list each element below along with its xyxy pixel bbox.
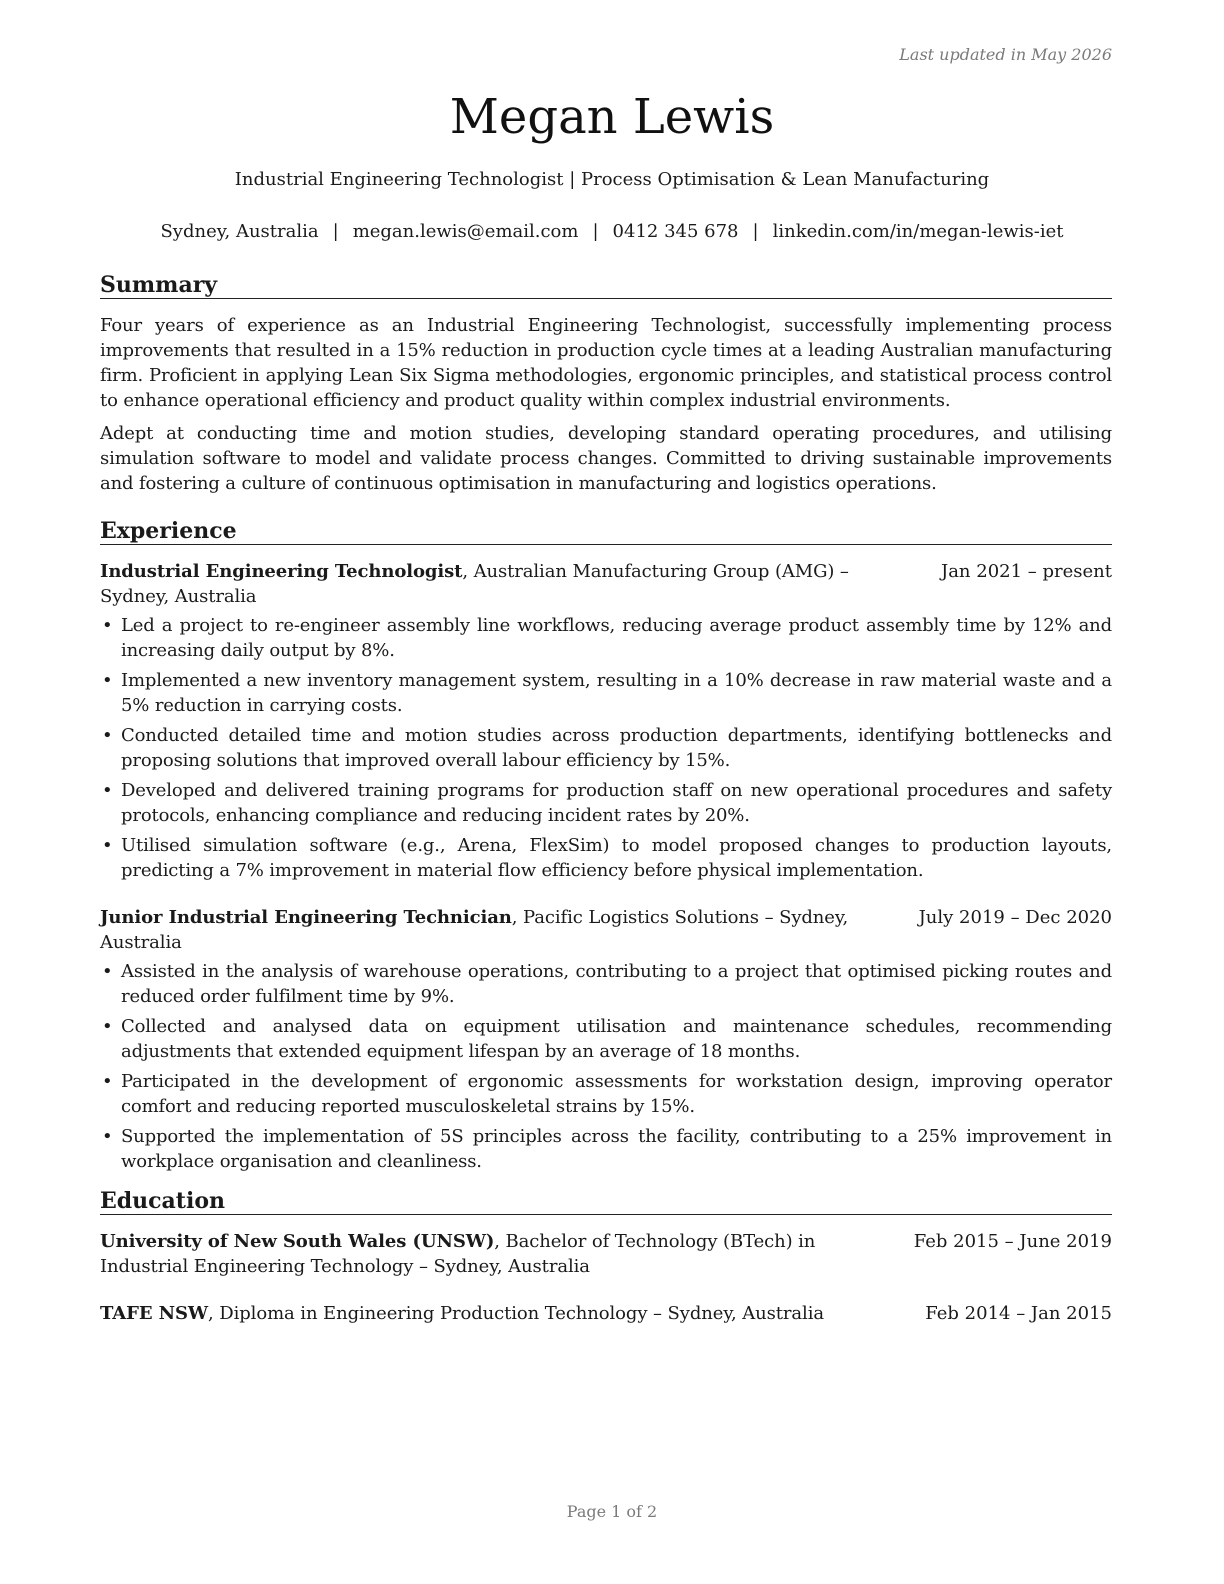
summary-paragraph: Adept at conducting time and motion studies, developing standard operating procedures, and utilising simulation software to model and validate process changes. Committed to driving sustainable improvements and fostering a culture of continuous optimisation in manufacturing and logistics operations. (100, 423, 1112, 494)
contact-location: Sydney, Australia (160, 221, 319, 242)
bullet-icon: • (102, 835, 113, 856)
bullet-icon: • (102, 1071, 113, 1092)
education-school: TAFE NSW (100, 1303, 209, 1324)
contact-linkedin[interactable]: linkedin.com/in/megan-lewis-iet (772, 221, 1064, 242)
section-title-summary: Summary (100, 272, 1112, 299)
section-title-education: Education (100, 1188, 1112, 1215)
bullet-icon: • (102, 1126, 113, 1147)
resume-body (100, 272, 1112, 1348)
bullet-item: • Assisted in the analysis of warehouse operations, contributing to a project that optimised picking routes and reduced order fulfilment time by 9%. (102, 961, 1112, 1007)
bullet-icon: • (102, 615, 113, 636)
contact-separator: | (332, 221, 339, 242)
job-dates: July 2019 – Dec 2020 (918, 907, 1112, 928)
last-updated-note: Last updated in May 2026 (899, 45, 1112, 64)
contact-email[interactable]: megan.lewis@email.com (352, 221, 579, 242)
job-header (100, 559, 1112, 609)
education-entry (100, 1301, 1112, 1326)
bullet-item: • Utilised simulation software (e.g., Arena, FlexSim) to model proposed changes to production layouts, predicting a 7% improvement in material flow efficiency before physical implementation. (102, 835, 1112, 881)
education-detail: , Diploma in Engineering Production Technology – Sydney, Australia (208, 1303, 824, 1324)
bullet-item: • Participated in the development of ergonomic assessments for workstation design, improving operator comfort and reducing reported musculoskeletal strains by 15%. (102, 1071, 1112, 1117)
education-entry (100, 1229, 1112, 1279)
job-dates: Jan 2021 – present (940, 561, 1112, 582)
job-role: Junior Industrial Engineering Technician (100, 907, 512, 928)
education-header (100, 1229, 1112, 1279)
job-header (100, 905, 1112, 955)
experience-section (100, 518, 1112, 1174)
job-entry (100, 905, 1112, 1174)
bullet-icon: • (102, 1016, 113, 1037)
education-school: University of New South Wales (UNSW) (100, 1231, 495, 1252)
headline-tagline: Industrial Engineering Technologist | Process Optimisation & Lean Manufacturing (234, 169, 990, 190)
education-detail: , Bachelor of Technology (BTech) in Industrial Engineering Technology – Sydney, Australia (100, 1231, 816, 1277)
bullet-item: • Collected and analysed data on equipment utilisation and maintenance schedules, recommending adjustments that extended equipment lifespan by an average of 18 months. (102, 1016, 1112, 1062)
contact-line (0, 220, 1224, 244)
page-number: Page 1 of 2 (566, 1502, 658, 1521)
job-entry (100, 559, 1112, 883)
bullet-icon: • (102, 780, 113, 801)
job-role: Industrial Engineering Technologist (100, 561, 463, 582)
contact-phone: 0412 345 678 (612, 221, 739, 242)
job-org: , Australian Manufacturing Group (AMG) – Sydney, Australia (100, 561, 849, 607)
bullet-item: • Led a project to re-engineer assembly line workflows, reducing average product assembly time by 12% and increasing daily output by 8%. (102, 615, 1112, 661)
bullet-icon: • (102, 961, 113, 982)
bullet-item: • Implemented a new inventory management system, resulting in a 10% decrease in raw material waste and a 5% reduction in carrying costs. (102, 670, 1112, 716)
education-dates: Feb 2015 – June 2019 (913, 1231, 1112, 1252)
summary-section (100, 272, 1112, 496)
contact-separator: | (752, 221, 759, 242)
job-bullets (100, 959, 1112, 1174)
bullet-item: • Conducted detailed time and motion studies across production departments, identifying bottlenecks and proposing solutions that improved overall labour efficiency by 15%. (102, 725, 1112, 771)
summary-paragraph: Four years of experience as an Industrial Engineering Technologist, successfully implementing process improvements that resulted in a 15% reduction in production cycle times at a leading Australian manufacturing firm. Proficient in applying Lean Six Sigma methodologies, ergonomic principles, and statistical process control to enhance operational efficiency and product quality within complex industrial environments. (100, 315, 1112, 411)
education-dates: Feb 2014 – Jan 2015 (925, 1303, 1112, 1324)
education-section (100, 1188, 1112, 1326)
education-header (100, 1301, 1112, 1326)
bullet-item: • Supported the implementation of 5S principles across the facility, contributing to a 25% improvement in workplace organisation and cleanliness. (102, 1126, 1112, 1172)
job-org: , Pacific Logistics Solutions – Sydney, Australia (100, 907, 849, 953)
job-bullets (100, 613, 1112, 883)
candidate-name: Megan Lewis (449, 89, 775, 145)
bullet-icon: • (102, 725, 113, 746)
contact-separator: | (592, 221, 599, 242)
bullet-item: • Developed and delivered training programs for production staff on new operational procedures and safety protocols, enhancing compliance and reducing incident rates by 20%. (102, 780, 1112, 826)
section-title-experience: Experience (100, 518, 1112, 545)
bullet-icon: • (102, 670, 113, 691)
